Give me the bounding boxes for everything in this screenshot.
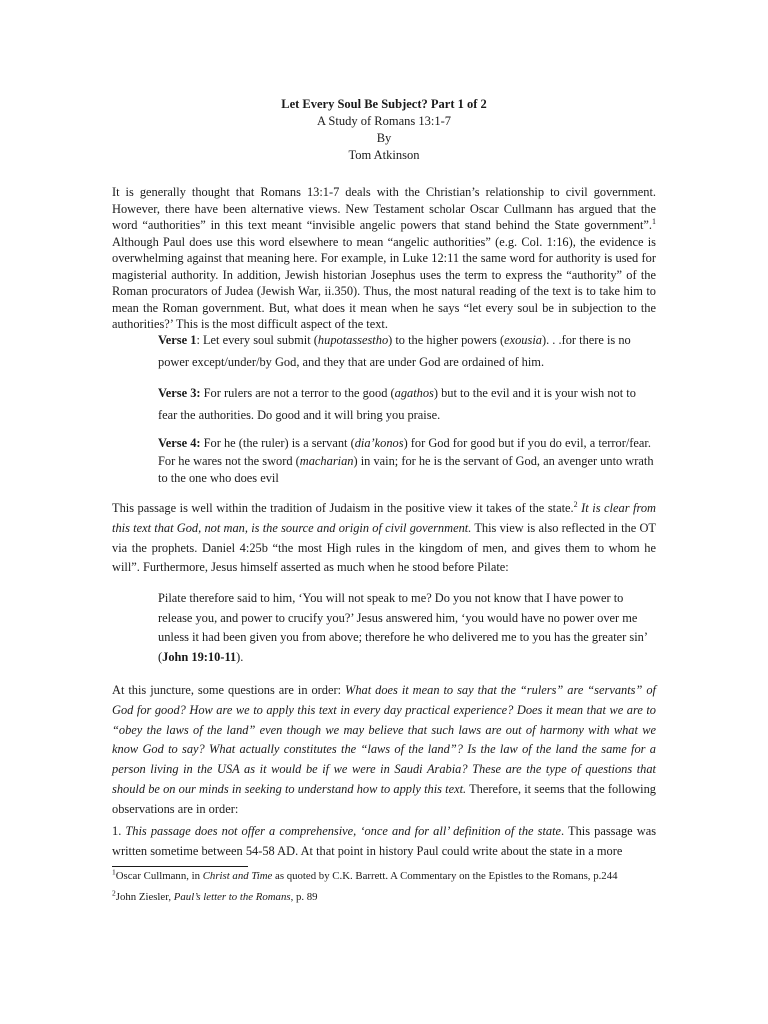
scripture-reference: John 19:10-11 [162,649,237,664]
tradition-italic: It is clear from this text that God, not man, is the source and origin of civil government. [112,501,656,535]
footnote-1-number: 1 [112,867,116,877]
byline: By [376,131,392,145]
intro-text-1: It is generally thought that Romans 13:1-7 deals with the Christian’s relationship to civil government. However, there have been alternative views. New Testament scholar Oscar Cullmann has argued that the word “authorities” in this text meant “invisible angelic powers that stand behind the State government”. [112,185,656,232]
observation-1 [112,822,656,862]
pilate-quote-end: ). [236,649,244,664]
footnote-2 [112,890,318,904]
document-title: Let Every Soul Be Subject? Part 1 of 2 [281,97,487,111]
footnote-ref-1: 1 [652,216,656,226]
questions-italic: What does it mean to say that the “rulers” are “servants” of God for good? How are we to apply this text in every day practical experience? Does it mean that we are to “obey the laws of the land” even though we may believe that such laws are out of harmony with what we know God to say? What actually constitutes the “laws of the land”? Is the law of the land the same for a person living in the USA as it would be if we were in Saudi Arabia? These are the type of questions that should be on our minds in seeking to understand how to apply this text. [112,683,656,796]
verse-3-label: Verse 3: [158,386,201,400]
verse-4-text-b: ) for God for good but if you do evil, a terror/fear. For he wares not the sword ( [158,436,651,468]
pilate-quote-text: Pilate therefore said to him, ‘You will not speak to me? Do you not know that I have power to release you, and power to crucify you?’ Jesus answered him, ‘you would have no power over me unless it had been given you from above; therefore he who delivered me to you has the greater sin’ ( [158,591,648,664]
tradition-paragraph [112,499,656,578]
footnote-2-number: 2 [112,888,116,898]
footnote-divider [112,866,248,867]
verse-4-text-c: ) in vain; for he is the servant of God, an avenger unto wrath to the one who does evil [158,453,654,485]
verse-4-term-1: dia’konos [354,436,404,450]
observation-1-italic: This passage does not offer a comprehensive, ‘once and for all’ definition of the state [125,824,562,838]
verse-4 [158,435,656,488]
author-name: Tom Atkinson [348,148,420,162]
verse-1 [158,330,656,373]
verse-3-text-a: For rulers are not a terror to the good ( [200,386,395,400]
verse-1-label: Verse 1 [158,333,197,347]
verse-1-term-1: hupotassestho [317,333,389,347]
questions-text-a: At this juncture, some questions are in order: [112,683,346,697]
tradition-text-a: This passage is well within the tradition of Judaism in the positive view it takes of the state. [112,501,574,515]
observation-1-text: . This passage was written sometime between 54-58 AD. At that point in history Paul could write about the state in a more [112,824,657,858]
questions-paragraph [112,681,656,820]
verse-4-text-a: For he (the ruler) is a servant ( [200,436,355,450]
verse-3 [158,383,656,426]
verse-1-text-a: : Let every soul submit ( [196,333,318,347]
verse-1-text-b: ) to the higher powers ( [388,333,505,347]
footnote-2-italic: Paul’s letter to the Romans [173,891,291,903]
intro-paragraph [112,184,656,333]
verse-3-term-1: agathos [394,386,434,400]
verse-4-label: Verse 4: [158,436,201,450]
footnote-2-text-b: , p. 89 [290,891,318,903]
pilate-quote [158,589,656,667]
footnote-1-text-b: as quoted by C.K. Barrett. A Commentary on the Epistles to the Romans, p.244 [272,870,618,882]
footnote-1 [112,869,618,883]
observation-1-number: 1. [112,824,126,838]
tradition-text-b: This view is also reflected in the OT via the prophets. Daniel 4:25b “the most High rules in the kingdom of men, and gives them to whom he will”. Furthermore, Jesus himself asserted as much when he stood before Pilate: [112,520,656,575]
footnote-ref-2: 2 [573,499,578,509]
questions-text-b: Therefore, it seems that the following observations are in order: [112,781,656,816]
verse-4-term-2: macharian [299,453,354,468]
verse-1-text-c: ). . .for there is no power except/under/by God, and they that are under God are ordained of him. [158,333,631,369]
document-subtitle: A Study of Romans 13:1-7 [316,114,452,128]
verse-3-text-b: ) but to the evil and it is your wish not to fear the authorities. Do good and it will bring you praise. [158,386,636,422]
footnote-2-text-a: John Ziesler, [115,891,174,903]
footnote-1-italic: Christ and Time [202,870,273,882]
footnote-1-text-a: Oscar Cullmann, in [115,870,203,882]
intro-text-2: Although Paul does use this word elsewhere to mean “angelic authorities” (e.g. Col. 1:16), the evidence is overwhelming against that meaning here. For example, in Luke 12:11 the same word for authority is used for magisterial authority. In addition, Jewish historian Josephus uses the term to express the “authority” of the Roman procurators of Judea (Jewish War, ii.350). Thus, the most natural reading of the text is to take him to mean the Roman government. But, what does it mean when he says “let every soul be in subjection to the authorities?’ This is the most difficult aspect of the text. [112,234,656,331]
verse-1-term-2: exousia [504,333,542,347]
